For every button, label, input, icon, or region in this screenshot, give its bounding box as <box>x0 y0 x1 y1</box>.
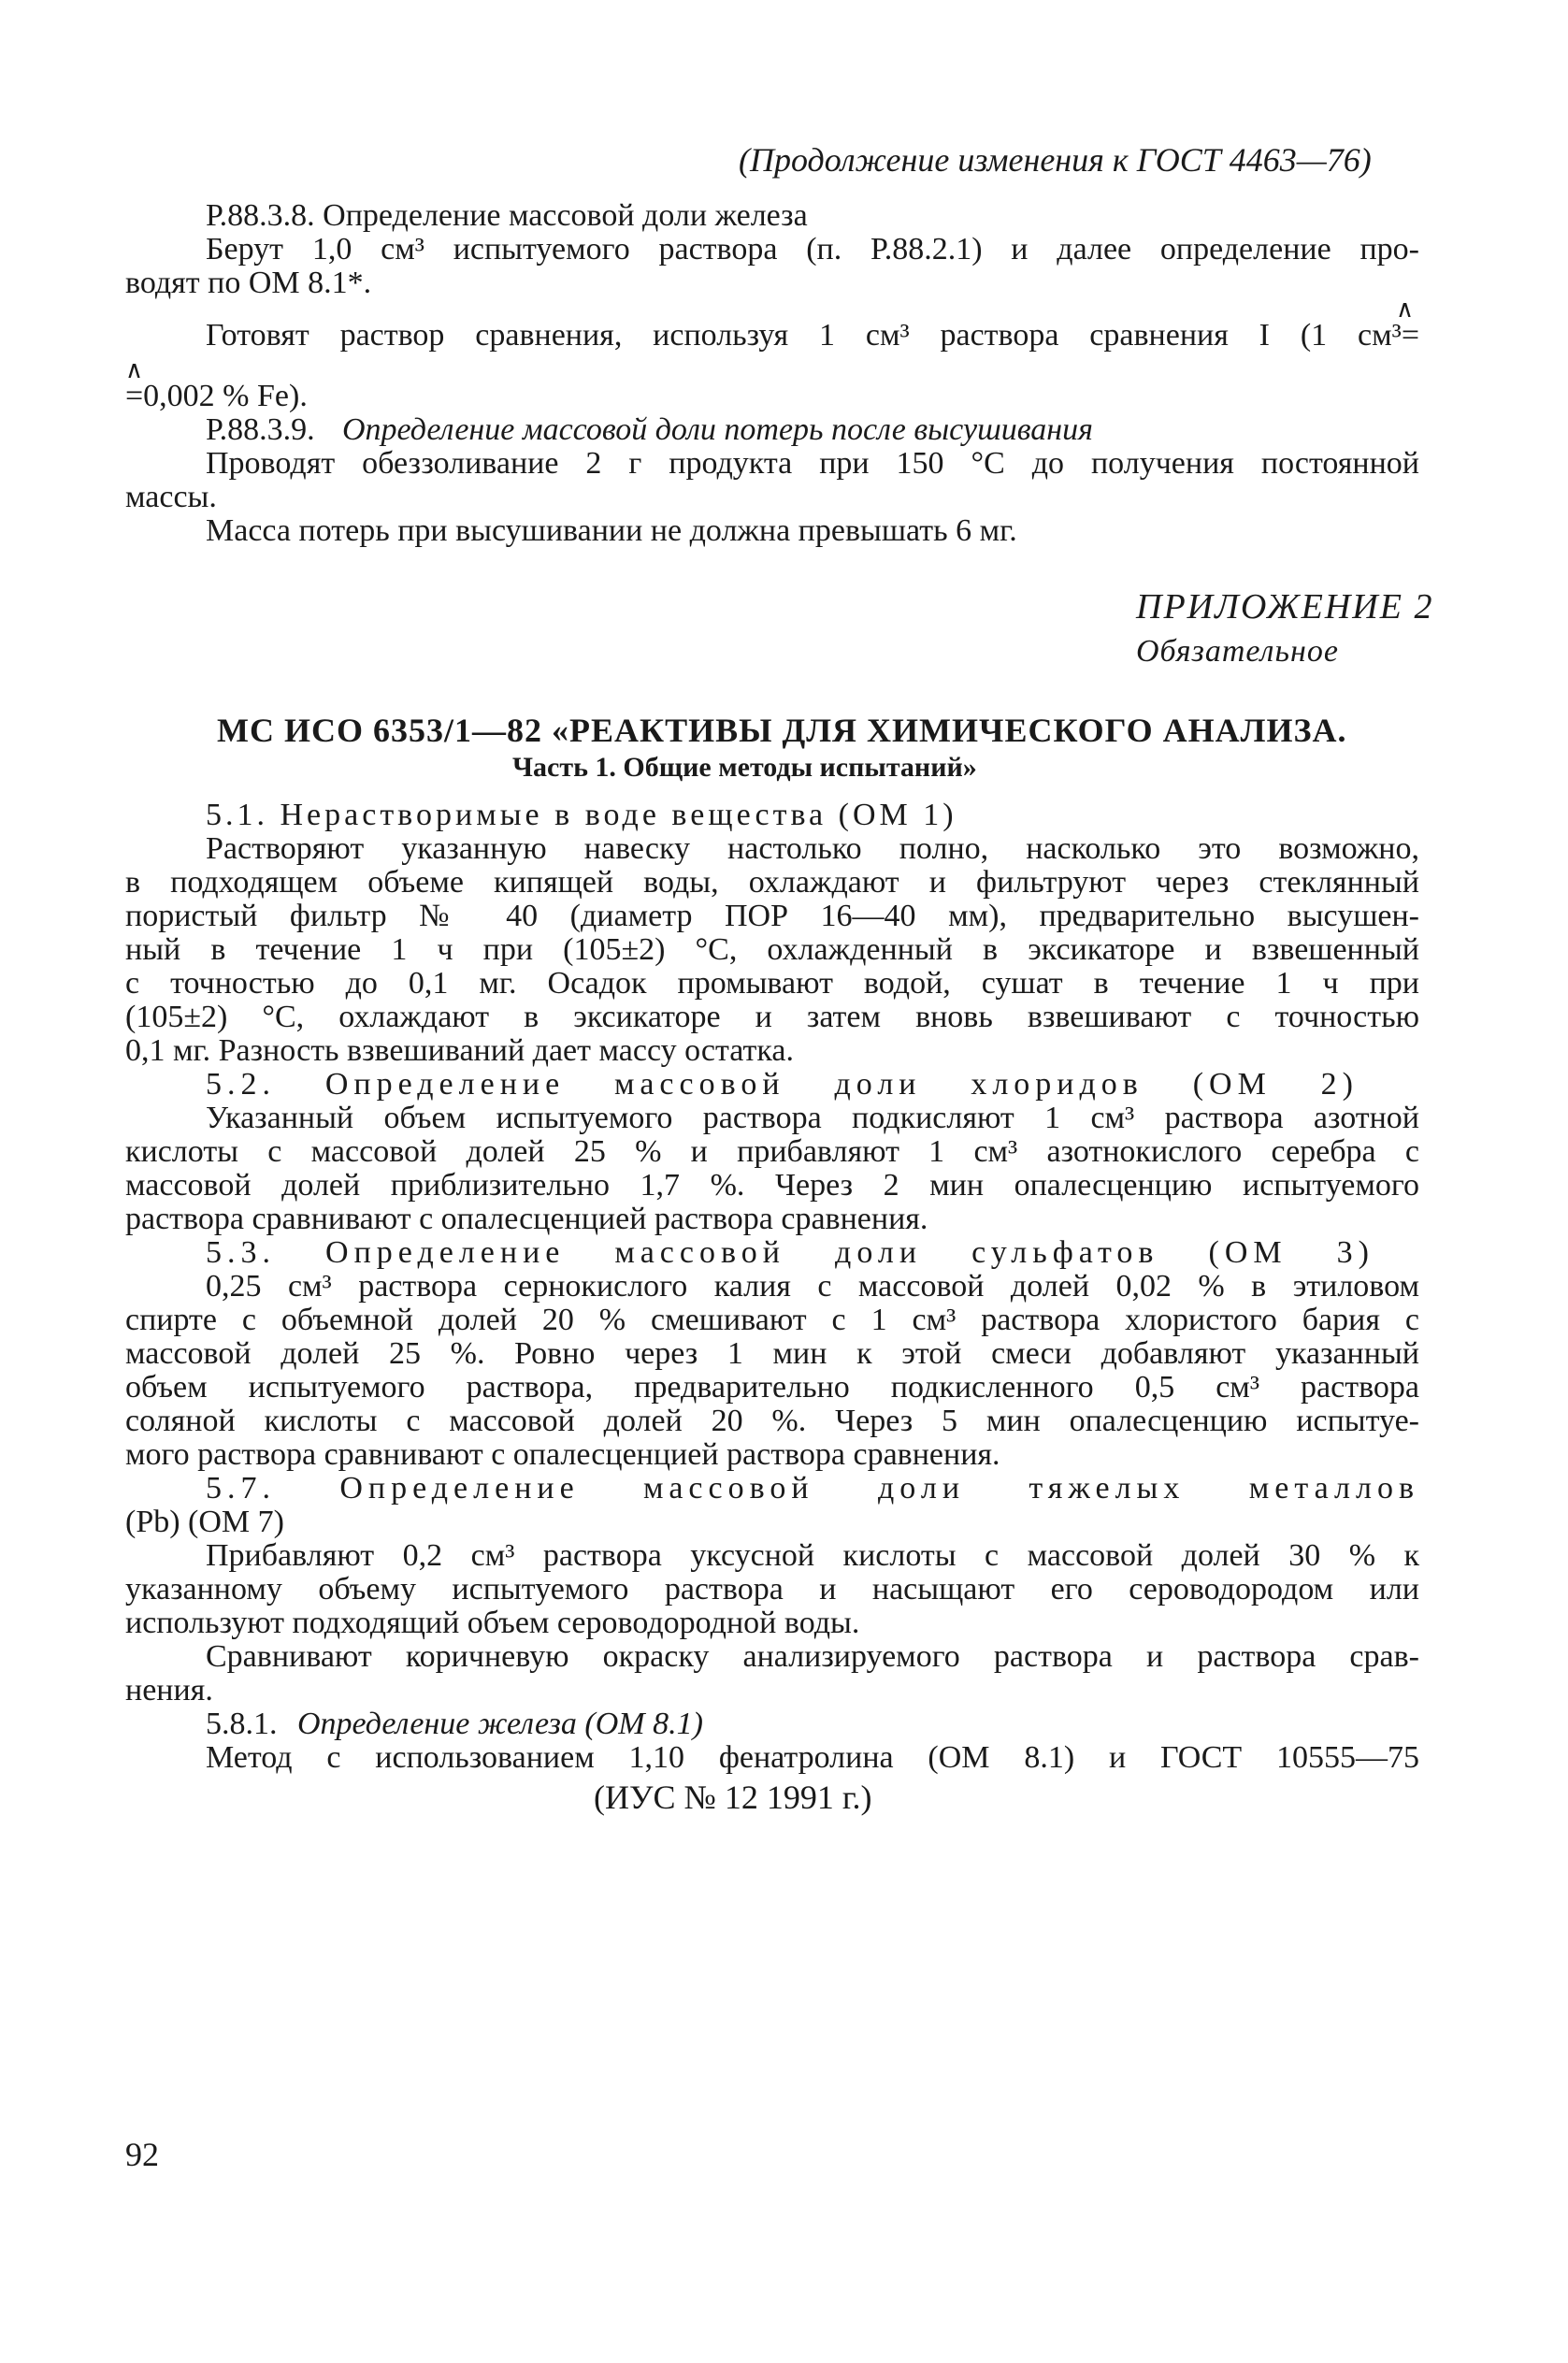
section-5-8-1-title: Определение железа (ОМ 8.1) <box>297 1707 703 1741</box>
appendix-status: Обязательное <box>1136 634 1339 669</box>
section-5-2-line: раствора сравнивают с опалесценцией раствора сравнения. <box>125 1202 928 1236</box>
section-5-1-line: 0,1 мг. Разность взвешиваний дает массу остатка. <box>125 1033 794 1068</box>
section-5-7-line: нения. <box>125 1673 213 1707</box>
item-38-text-1: Берут 1,0 см³ испытуемого раствора (п. Р.88.2.1) и далее определение про- <box>206 232 1419 267</box>
section-5-1-line: ный в течение 1 ч при (105±2) °С, охлажденный в эксикаторе и взвешенный <box>125 932 1419 967</box>
section-5-7-line: указанному объему испытуемого раствора и насыщают его сероводородом или <box>125 1572 1419 1607</box>
section-5-3-line: объем испытуемого раствора, предварительно подкисленного 0,5 см³ раствора <box>125 1370 1419 1405</box>
section-5-1-line: пористый фильтр № 40 (диаметр ПОР 16—40 мм), предварительно высушен- <box>125 899 1419 933</box>
item-39-text-1: Проводят обеззоливание 2 г продукта при 150 °С до получения постоянной <box>206 446 1419 481</box>
source-reference: (ИУС № 12 1991 г.) <box>594 1779 872 1816</box>
section-5-3-line: мого раствора сравнивают с опалесценцией раствора сравнения. <box>125 1437 1000 1472</box>
continuation-header: (Продолжение изменения к ГОСТ 4463—76) <box>739 141 1372 179</box>
item-38-text-2: водят по ОМ 8.1*. <box>125 266 372 300</box>
section-5-3-line: 0,25 см³ раствора сернокислого калия с массовой долей 0,02 % в этиловом <box>206 1269 1419 1304</box>
page-number: 92 <box>125 2136 159 2173</box>
section-5-2-heading: 5.2. Определение массовой доли хлоридов (ОМ 2) <box>206 1067 1359 1102</box>
section-5-2-line: Указанный объем испытуемого раствора подкисляют 1 см³ раствора азотной <box>206 1101 1419 1135</box>
item-38-text-3: Готовят раствор сравнения, используя 1 см³ раствора сравнения I (1 см³= <box>206 318 1419 353</box>
section-5-7-line: используют подходящий объем сероводородной воды. <box>125 1606 860 1640</box>
section-5-3-line: спирте с объемной долей 20 % смешивают с 1 см³ раствора хлористого бария с <box>125 1303 1419 1337</box>
item-38-title: Р.88.3.8. Определение массовой доли железа <box>206 198 808 233</box>
item-38-text-4: =0,002 % Fe). <box>125 379 308 413</box>
section-5-2-line: кислоты с массовой долей 25 % и прибавляют 1 см³ азотнокислого серебра с <box>125 1134 1419 1169</box>
section-5-7-heading: 5.7. Определение массовой доли тяжелых металлов <box>206 1471 1419 1506</box>
item-39-title: Определение массовой доли потерь после высушивания <box>342 412 1093 447</box>
section-5-3-line: соляной кислоты с массовой долей 20 %. Через 5 мин опалесценцию испытуе- <box>125 1404 1419 1438</box>
section-5-1-line: Растворяют указанную навеску настолько полно, насколько это возможно, <box>206 831 1419 866</box>
section-5-2-line: массовой долей приблизительно 1,7 %. Через 2 мин опалесценцию испытуемого <box>125 1168 1419 1203</box>
item-39-text-2: массы. <box>125 480 217 514</box>
section-5-7-line: Сравнивают коричневую окраску анализируемого раствора и раствора срав- <box>206 1639 1419 1674</box>
section-5-3-line: массовой долей 25 %. Ровно через 1 мин к этой смеси добавляют указанный <box>125 1336 1419 1371</box>
section-5-1-heading: 5.1. Нерастворимые в воде вещества (ОМ 1) <box>206 798 957 832</box>
caret-mark-2: ∧ <box>125 356 144 384</box>
section-5-7-line: Прибавляют 0,2 см³ раствора уксусной кислоты с массовой долей 30 % к <box>206 1538 1419 1573</box>
item-39-number: Р.88.3.9. <box>206 412 315 447</box>
caret-mark-1: ∧ <box>1396 295 1415 324</box>
section-5-8-1-text: Метод с использованием 1,10 фенатролина (ОМ 8.1) и ГОСТ 10555—75 <box>206 1740 1419 1775</box>
section-5-8-1-number: 5.8.1. <box>206 1707 278 1741</box>
section-5-1-line: в подходящем объеме кипящей воды, охлаждают и фильтруют через стеклянный <box>125 865 1419 900</box>
standard-title: МС ИСО 6353/1—82 «РЕАКТИВЫ ДЛЯ ХИМИЧЕСКОГО АНАЛИЗА. <box>217 712 1347 749</box>
section-5-7-heading-2: (Pb) (ОМ 7) <box>125 1505 284 1539</box>
section-5-1-line: (105±2) °С, охлаждают в эксикаторе и затем вновь взвешивают с точностью <box>125 1000 1419 1034</box>
standard-subtitle: Часть 1. Общие методы испытаний» <box>512 752 977 783</box>
appendix-label: ПРИЛОЖЕНИЕ 2 <box>1136 587 1434 627</box>
section-5-1-line: с точностью до 0,1 мг. Осадок промывают водой, сушат в течение 1 ч при <box>125 966 1419 1001</box>
section-5-3-heading: 5.3. Определение массовой доли сульфатов (ОМ 3) <box>206 1235 1374 1270</box>
item-39-text-3: Масса потерь при высушивании не должна превышать 6 мг. <box>206 513 1017 548</box>
